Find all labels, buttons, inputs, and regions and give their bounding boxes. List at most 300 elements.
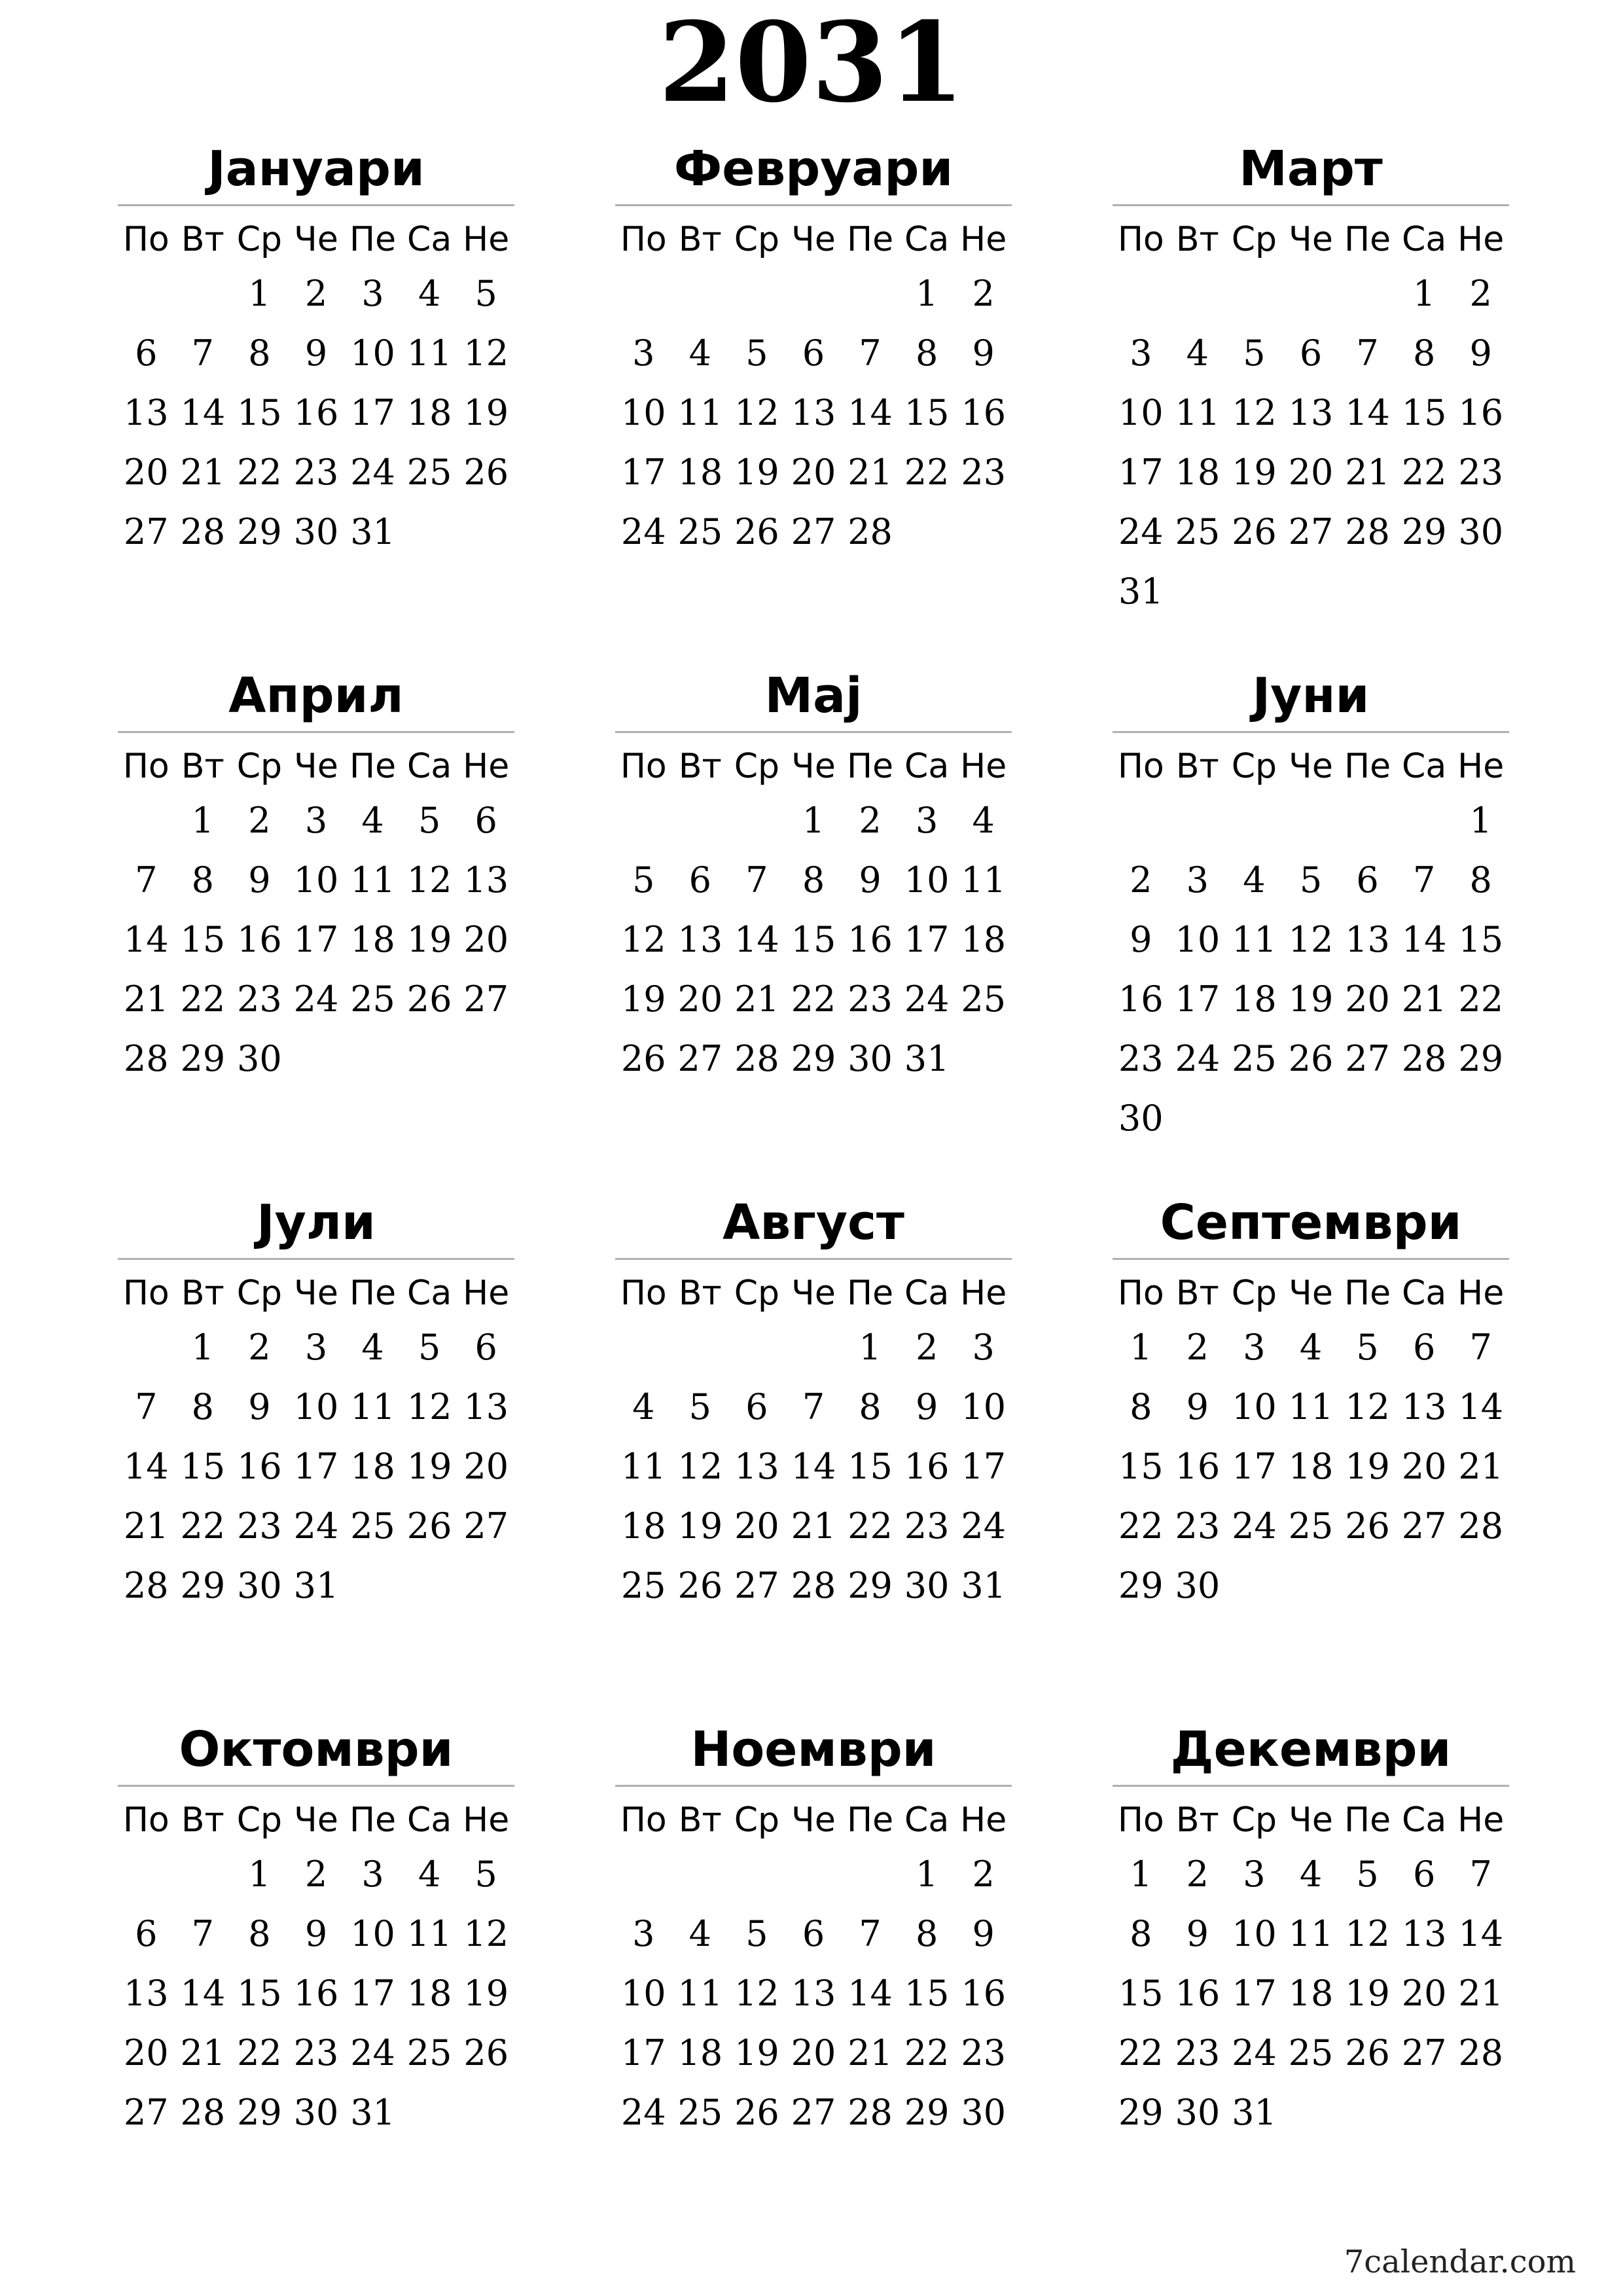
weekday-label: Са xyxy=(407,1801,452,1840)
day-cell: 20 xyxy=(791,452,836,493)
day-cell: 21 xyxy=(791,1505,836,1547)
day-cell: 31 xyxy=(350,511,395,552)
weekday-label: Не xyxy=(463,747,510,786)
day-cell: 25 xyxy=(961,978,1007,1020)
day-cell: 15 xyxy=(1118,1973,1164,2014)
day-cell: 10 xyxy=(350,332,395,374)
weekday-label: Не xyxy=(1457,1801,1505,1840)
day-cell: 16 xyxy=(237,919,282,960)
day-cell: 14 xyxy=(123,919,169,960)
day-cell: 31 xyxy=(293,1565,339,1606)
month-block xyxy=(118,137,514,562)
day-cell: 8 xyxy=(1130,1386,1152,1427)
day-cell: 28 xyxy=(180,2092,226,2133)
day-cell: 14 xyxy=(847,1973,893,2014)
day-cell: 14 xyxy=(180,1973,226,2014)
day-cell: 1 xyxy=(191,1327,215,1368)
day-cell: 16 xyxy=(1458,392,1504,433)
day-cell: 4 xyxy=(361,800,384,841)
day-cell: 23 xyxy=(237,978,282,1020)
empty-cell xyxy=(785,264,842,323)
day-cell: 21 xyxy=(1458,1973,1504,2014)
day-cell: 13 xyxy=(1288,392,1334,433)
day-cell: 22 xyxy=(180,978,226,1020)
day-cell: 15 xyxy=(791,919,836,960)
day-cell: 26 xyxy=(463,2032,509,2073)
day-cell: 6 xyxy=(802,332,825,374)
day-cell: 6 xyxy=(802,1913,825,1954)
day-cell: 17 xyxy=(1118,452,1164,493)
month-name: Февруари xyxy=(673,141,954,197)
day-cell: 8 xyxy=(1412,332,1436,374)
day-cell: 18 xyxy=(350,919,395,960)
day-cell: 10 xyxy=(1232,1913,1277,1954)
empty-cell xyxy=(1169,791,1226,850)
day-cell: 10 xyxy=(1175,919,1221,960)
empty-cell xyxy=(1339,791,1396,850)
month-grid xyxy=(615,1796,1012,2142)
day-cell: 27 xyxy=(123,2092,169,2133)
day-cell: 27 xyxy=(1401,1505,1447,1547)
day-cell: 19 xyxy=(1232,452,1277,493)
day-cell: 27 xyxy=(1345,1038,1390,1079)
day-cell: 16 xyxy=(1175,1446,1221,1487)
month-divider xyxy=(118,731,514,733)
day-cell: 11 xyxy=(350,859,395,901)
empty-cell xyxy=(118,1844,175,1904)
weekday-label: Пе xyxy=(847,1801,894,1840)
weekday-label: Не xyxy=(960,747,1007,786)
day-cell: 21 xyxy=(180,452,226,493)
weekday-label: Ср xyxy=(236,1274,283,1313)
day-cell: 4 xyxy=(418,1854,441,1895)
day-cell: 11 xyxy=(620,1446,666,1487)
day-cell: 17 xyxy=(350,1973,395,2014)
empty-cell xyxy=(615,264,672,323)
day-cell: 12 xyxy=(620,919,666,960)
day-cell: 6 xyxy=(1299,332,1323,374)
month-name: Јуни xyxy=(1252,668,1370,724)
day-cell: 2 xyxy=(248,1327,271,1368)
day-cell: 18 xyxy=(961,919,1007,960)
day-cell: 17 xyxy=(904,919,950,960)
empty-cell xyxy=(615,1844,672,1904)
day-cell: 10 xyxy=(961,1386,1007,1427)
day-cell: 24 xyxy=(1175,1038,1221,1079)
day-cell: 7 xyxy=(191,1913,215,1954)
day-cell: 10 xyxy=(293,1386,339,1427)
day-cell: 30 xyxy=(961,2092,1007,2133)
empty-cell xyxy=(1283,264,1340,323)
month-block xyxy=(118,1191,514,1615)
day-cell: 2 xyxy=(1186,1327,1209,1368)
weekday-label: Ср xyxy=(236,1801,283,1840)
day-cell: 9 xyxy=(972,1913,995,1954)
day-cell: 14 xyxy=(1401,919,1447,960)
weekday-label: Ср xyxy=(1231,1801,1277,1840)
month-divider xyxy=(118,1785,514,1787)
weekday-label: Вт xyxy=(1175,1801,1219,1840)
day-cell: 8 xyxy=(859,1386,882,1427)
day-cell: 1 xyxy=(191,800,215,841)
day-cell: 27 xyxy=(677,1038,723,1079)
day-cell: 20 xyxy=(791,2032,836,2073)
weekday-label: Са xyxy=(1402,1274,1447,1313)
day-cell: 23 xyxy=(237,1505,282,1547)
month-name: Април xyxy=(228,668,404,724)
day-cell: 25 xyxy=(1288,1505,1334,1547)
day-cell: 14 xyxy=(847,392,893,433)
day-cell: 19 xyxy=(1288,978,1334,1020)
day-cell: 8 xyxy=(1469,859,1492,901)
weekday-label: По xyxy=(620,1801,667,1840)
day-cell: 17 xyxy=(1232,1973,1277,2014)
day-cell: 16 xyxy=(961,1973,1007,2014)
day-cell: 18 xyxy=(677,452,723,493)
site-credit: 7calendar.com xyxy=(1344,2244,1576,2280)
empty-cell xyxy=(842,264,899,323)
month-name: Март xyxy=(1239,141,1383,197)
day-cell: 25 xyxy=(350,978,395,1020)
day-cell: 29 xyxy=(791,1038,836,1079)
day-cell: 9 xyxy=(304,1913,328,1954)
day-cell: 19 xyxy=(734,2032,779,2073)
weekday-label: Вт xyxy=(1175,220,1219,259)
weekday-label: Не xyxy=(463,1801,510,1840)
day-cell: 9 xyxy=(304,332,328,374)
month-grid xyxy=(1113,1269,1509,1615)
day-cell: 5 xyxy=(632,859,655,901)
day-cell: 9 xyxy=(1186,1913,1209,1954)
weekday-label: Не xyxy=(463,1274,510,1313)
day-cell: 31 xyxy=(1232,2092,1277,2133)
day-cell: 29 xyxy=(1458,1038,1504,1079)
weekday-label: По xyxy=(620,1274,667,1313)
day-cell: 9 xyxy=(248,1386,271,1427)
weekday-label: Са xyxy=(904,747,950,786)
day-cell: 6 xyxy=(135,1913,158,1954)
day-cell: 18 xyxy=(1175,452,1221,493)
weekday-label: Пе xyxy=(349,1274,397,1313)
day-cell: 19 xyxy=(1345,1973,1390,2014)
day-cell: 8 xyxy=(1130,1913,1152,1954)
day-cell: 21 xyxy=(1345,452,1390,493)
month-grid xyxy=(615,215,1012,562)
month-grid xyxy=(118,1796,514,2142)
day-cell: 27 xyxy=(734,1565,779,1606)
weekday-label: Че xyxy=(791,220,836,259)
day-cell: 19 xyxy=(406,919,452,960)
day-cell: 4 xyxy=(418,273,441,314)
day-cell: 30 xyxy=(1175,1565,1221,1606)
day-cell: 28 xyxy=(847,511,893,552)
day-cell: 18 xyxy=(1232,978,1277,1020)
weekday-label: Не xyxy=(960,1274,1007,1313)
day-cell: 28 xyxy=(1458,2032,1504,2073)
day-cell: 14 xyxy=(180,392,226,433)
day-cell: 20 xyxy=(1288,452,1334,493)
day-cell: 2 xyxy=(972,1854,995,1895)
weekday-label: Ср xyxy=(734,747,780,786)
weekday-label: Че xyxy=(1289,1274,1333,1313)
day-cell: 3 xyxy=(632,1913,655,1954)
day-cell: 25 xyxy=(677,511,723,552)
day-cell: 2 xyxy=(915,1327,938,1368)
weekday-label: Не xyxy=(1457,220,1505,259)
empty-cell xyxy=(615,791,672,850)
day-cell: 23 xyxy=(961,2032,1007,2073)
day-cell: 16 xyxy=(237,1446,282,1487)
day-cell: 7 xyxy=(859,1913,882,1954)
day-cell: 27 xyxy=(463,978,509,1020)
day-cell: 25 xyxy=(1175,511,1221,552)
day-cell: 17 xyxy=(293,919,339,960)
day-cell: 29 xyxy=(1118,1565,1164,1606)
month-block xyxy=(118,1718,514,2142)
day-cell: 26 xyxy=(1345,2032,1390,2073)
day-cell: 25 xyxy=(677,2092,723,2133)
day-cell: 22 xyxy=(791,978,836,1020)
day-cell: 5 xyxy=(418,800,441,841)
weekday-label: Вт xyxy=(181,1274,224,1313)
weekday-label: Че xyxy=(294,1274,338,1313)
day-cell: 24 xyxy=(620,2092,666,2133)
day-cell: 10 xyxy=(1118,392,1164,433)
day-cell: 8 xyxy=(191,859,215,901)
day-cell: 18 xyxy=(406,392,452,433)
month-divider xyxy=(615,1258,1012,1260)
day-cell: 30 xyxy=(237,1565,282,1606)
day-cell: 29 xyxy=(1401,511,1447,552)
day-cell: 11 xyxy=(677,1973,723,2014)
day-cell: 28 xyxy=(123,1565,169,1606)
day-cell: 26 xyxy=(463,452,509,493)
day-cell: 30 xyxy=(904,1565,950,1606)
weekday-label: Пе xyxy=(1344,747,1391,786)
day-cell: 10 xyxy=(620,1973,666,2014)
day-cell: 30 xyxy=(1458,511,1504,552)
weekday-label: Че xyxy=(1289,1801,1333,1840)
day-cell: 15 xyxy=(180,919,226,960)
month-block xyxy=(1113,664,1509,1148)
day-cell: 29 xyxy=(904,2092,950,2133)
weekday-label: Вт xyxy=(181,747,224,786)
day-cell: 26 xyxy=(1232,511,1277,552)
day-cell: 30 xyxy=(237,1038,282,1079)
day-cell: 11 xyxy=(1288,1386,1334,1427)
day-cell: 16 xyxy=(1175,1973,1221,2014)
day-cell: 2 xyxy=(248,800,271,841)
day-cell: 21 xyxy=(180,2032,226,2073)
day-cell: 24 xyxy=(293,1505,339,1547)
day-cell: 22 xyxy=(1118,1505,1164,1547)
day-cell: 4 xyxy=(972,800,995,841)
month-grid xyxy=(615,1269,1012,1615)
weekday-label: Вт xyxy=(678,747,722,786)
weekday-label: Пе xyxy=(847,1274,894,1313)
day-cell: 23 xyxy=(1175,1505,1221,1547)
day-cell: 26 xyxy=(620,1038,666,1079)
day-cell: 3 xyxy=(1130,332,1152,374)
day-cell: 8 xyxy=(248,1913,271,1954)
day-cell: 31 xyxy=(961,1565,1007,1606)
day-cell: 11 xyxy=(677,392,723,433)
month-divider xyxy=(615,1785,1012,1787)
day-cell: 26 xyxy=(734,511,779,552)
day-cell: 17 xyxy=(620,452,666,493)
empty-cell xyxy=(1113,264,1169,323)
day-cell: 5 xyxy=(745,1913,768,1954)
day-cell: 21 xyxy=(123,978,169,1020)
day-cell: 15 xyxy=(1118,1446,1164,1487)
day-cell: 14 xyxy=(123,1446,169,1487)
month-grid xyxy=(615,742,1012,1088)
day-cell: 27 xyxy=(123,511,169,552)
month-name: Мај xyxy=(764,668,863,724)
day-cell: 1 xyxy=(859,1327,882,1368)
month-grid xyxy=(118,742,514,1088)
day-cell: 9 xyxy=(1469,332,1492,374)
empty-cell xyxy=(175,264,232,323)
day-cell: 28 xyxy=(180,511,226,552)
day-cell: 22 xyxy=(1458,978,1504,1020)
day-cell: 7 xyxy=(802,1386,825,1427)
day-cell: 27 xyxy=(1401,2032,1447,2073)
empty-cell xyxy=(118,1318,175,1377)
month-divider xyxy=(118,204,514,206)
weekday-label: Че xyxy=(294,220,338,259)
weekday-label: Пе xyxy=(847,220,894,259)
day-cell: 13 xyxy=(1401,1913,1447,1954)
weekday-label: По xyxy=(620,220,667,259)
day-cell: 17 xyxy=(620,2032,666,2073)
day-cell: 26 xyxy=(734,2092,779,2133)
day-cell: 10 xyxy=(1232,1386,1277,1427)
day-cell: 6 xyxy=(688,859,712,901)
day-cell: 2 xyxy=(859,800,882,841)
month-name: Јануари xyxy=(207,141,425,197)
day-cell: 1 xyxy=(802,800,825,841)
day-cell: 12 xyxy=(1232,392,1277,433)
month-grid xyxy=(1113,742,1509,1148)
day-cell: 4 xyxy=(361,1327,384,1368)
day-cell: 17 xyxy=(1175,978,1221,1020)
weekday-label: Вт xyxy=(678,220,722,259)
day-cell: 12 xyxy=(406,1386,452,1427)
day-cell: 6 xyxy=(1412,1854,1436,1895)
day-cell: 6 xyxy=(474,1327,497,1368)
month-name: Август xyxy=(722,1194,904,1251)
day-cell: 4 xyxy=(1299,1854,1323,1895)
empty-cell xyxy=(672,791,729,850)
day-cell: 11 xyxy=(1232,919,1277,960)
day-cell: 3 xyxy=(361,273,384,314)
day-cell: 1 xyxy=(1412,273,1436,314)
weekday-label: Ср xyxy=(1231,220,1277,259)
day-cell: 28 xyxy=(847,2092,893,2133)
day-cell: 18 xyxy=(406,1973,452,2014)
day-cell: 24 xyxy=(904,978,950,1020)
empty-cell xyxy=(175,1844,232,1904)
empty-cell xyxy=(118,791,175,850)
weekday-label: Че xyxy=(1289,220,1333,259)
weekday-label: Са xyxy=(407,747,452,786)
day-cell: 7 xyxy=(745,859,768,901)
day-cell: 14 xyxy=(1345,392,1390,433)
empty-cell xyxy=(1226,791,1283,850)
day-cell: 12 xyxy=(1345,1386,1390,1427)
day-cell: 4 xyxy=(632,1386,655,1427)
month-grid xyxy=(1113,215,1509,621)
day-cell: 15 xyxy=(904,392,950,433)
day-cell: 12 xyxy=(463,1913,509,1954)
day-cell: 24 xyxy=(1118,511,1164,552)
day-cell: 4 xyxy=(1299,1327,1323,1368)
day-cell: 25 xyxy=(620,1565,666,1606)
day-cell: 14 xyxy=(791,1446,836,1487)
weekday-label: Вт xyxy=(678,1801,722,1840)
day-cell: 23 xyxy=(904,1505,950,1547)
weekday-label: Че xyxy=(1289,747,1333,786)
day-cell: 10 xyxy=(350,1913,395,1954)
day-cell: 12 xyxy=(734,1973,779,2014)
day-cell: 19 xyxy=(463,392,509,433)
day-cell: 10 xyxy=(904,859,950,901)
day-cell: 24 xyxy=(620,511,666,552)
weekday-label: По xyxy=(620,747,667,786)
day-cell: 5 xyxy=(745,332,768,374)
month-name: Декември xyxy=(1170,1721,1452,1778)
empty-cell xyxy=(728,791,785,850)
day-cell: 9 xyxy=(248,859,271,901)
day-cell: 23 xyxy=(847,978,893,1020)
day-cell: 13 xyxy=(123,1973,169,2014)
day-cell: 28 xyxy=(123,1038,169,1079)
day-cell: 9 xyxy=(972,332,995,374)
day-cell: 10 xyxy=(293,859,339,901)
month-block xyxy=(1113,137,1509,621)
empty-cell xyxy=(672,264,729,323)
month-divider xyxy=(615,204,1012,206)
day-cell: 24 xyxy=(1232,1505,1277,1547)
weekday-label: Не xyxy=(960,1801,1007,1840)
weekday-label: Че xyxy=(294,747,338,786)
day-cell: 23 xyxy=(961,452,1007,493)
month-grid xyxy=(1113,1796,1509,2142)
day-cell: 23 xyxy=(1175,2032,1221,2073)
day-cell: 22 xyxy=(237,452,282,493)
day-cell: 19 xyxy=(1345,1446,1390,1487)
day-cell: 4 xyxy=(688,332,712,374)
day-cell: 7 xyxy=(135,1386,158,1427)
day-cell: 13 xyxy=(734,1446,779,1487)
weekday-label: Пе xyxy=(847,747,894,786)
day-cell: 19 xyxy=(620,978,666,1020)
day-cell: 20 xyxy=(123,2032,169,2073)
day-cell: 8 xyxy=(915,1913,938,1954)
day-cell: 10 xyxy=(620,392,666,433)
day-cell: 4 xyxy=(688,1913,712,1954)
day-cell: 18 xyxy=(1288,1446,1334,1487)
empty-cell xyxy=(672,1844,729,1904)
day-cell: 8 xyxy=(915,332,938,374)
day-cell: 20 xyxy=(1401,1973,1447,2014)
day-cell: 22 xyxy=(904,452,950,493)
day-cell: 19 xyxy=(677,1505,723,1547)
day-cell: 15 xyxy=(180,1446,226,1487)
day-cell: 22 xyxy=(1401,452,1447,493)
day-cell: 12 xyxy=(406,859,452,901)
